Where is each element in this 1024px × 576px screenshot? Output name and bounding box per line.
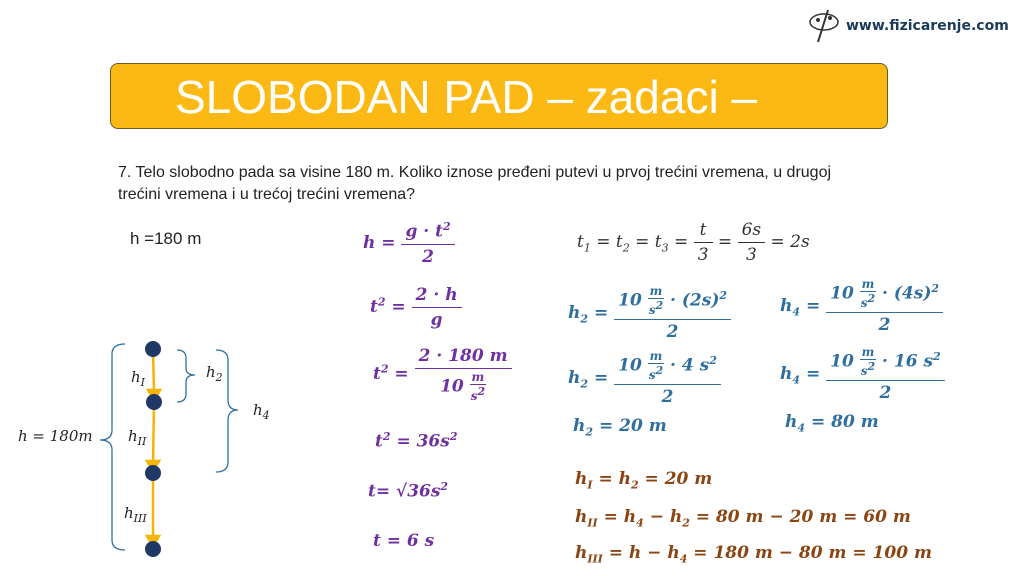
eq-h4-formula: $h_4$ = 10 $\frac{m}{s^2}$ · $(4s)^2$ 2: [780, 278, 943, 335]
result-hII: $h_{II} = h_4 - h_2 = 80$ m − 20 m = 60 m: [575, 507, 911, 530]
eq-t2-formula: $t^2$ = $\frac{2 \cdot h}{g}$: [370, 285, 462, 330]
label-h4: $h_4$: [253, 401, 270, 422]
brace-total: [100, 344, 125, 550]
logo-text: www.fizicarenje.com: [846, 18, 1009, 34]
label-h2: $h_2$: [206, 363, 223, 384]
eq-t-result: t = 6 s: [373, 531, 435, 551]
label-hIII: $h_{III}$: [124, 504, 147, 525]
eq-h2-substituted: $h_2$ = 10 $\frac{m}{s^2}$ · 4 $s^2$ 2: [568, 350, 721, 407]
given-height: h =180 m: [130, 229, 202, 248]
page-title: SLOBODAN PAD – zadaci –: [175, 71, 758, 123]
problem-text: 7. Telo slobodno pada sa visine 180 m. Koliko iznose pređeni putevi u prvoj trećini vremena, u drugoj trećini vremena i u trećoj trećini vremena?: [118, 164, 832, 203]
eq-t-sqrt: $t= √36s^2$: [368, 480, 449, 502]
label-hI: $h_I$: [131, 368, 146, 389]
position-dot-1: [146, 394, 162, 410]
label-hII: $h_{II}$: [128, 427, 147, 448]
eq-t2-value: $t^2 = 36s^2$: [375, 430, 458, 452]
eq-h-formula: h = $\frac{g \cdot t^2}{2}$: [363, 220, 455, 267]
position-dot-3: [145, 541, 161, 557]
brace-hI: [177, 350, 195, 402]
eq-h2-formula: $h_2$ = 10 $\frac{m}{s^2}$ · $(2s)^2$ 2: [568, 285, 731, 342]
position-dot-0: [145, 341, 161, 357]
logo-icon: [806, 8, 842, 44]
eq-h4-substituted: $h_4$ = 10 $\frac{m}{s^2}$ · 16 $s^2$ 2: [780, 346, 945, 403]
eq-t2-substituted: $t^2$ = 2 · 180 m 10 $\frac{m}{s^2}$: [373, 346, 512, 403]
eq-h4-result: $h_4 = 80$ m: [785, 412, 879, 435]
eq-time-thirds: $t_1 = t_2 = t_3$ = $\frac{t}{3}$ = $\frac{6s}{3}$ = 2s: [577, 220, 810, 265]
fall-diagram: [0, 330, 300, 570]
fall-arrows: [147, 350, 160, 546]
eq-h2-result: $h_2 = 20$ m: [573, 416, 667, 439]
logo: [806, 8, 1018, 44]
position-dot-2: [145, 465, 161, 481]
result-hI: $h_I = h_2 = 20$ m: [575, 469, 713, 492]
result-hIII: $h_{III} = h - h_4 = 180$ m − 80 m = 100 m: [575, 543, 932, 566]
label-h-total: h = 180m: [18, 427, 93, 445]
